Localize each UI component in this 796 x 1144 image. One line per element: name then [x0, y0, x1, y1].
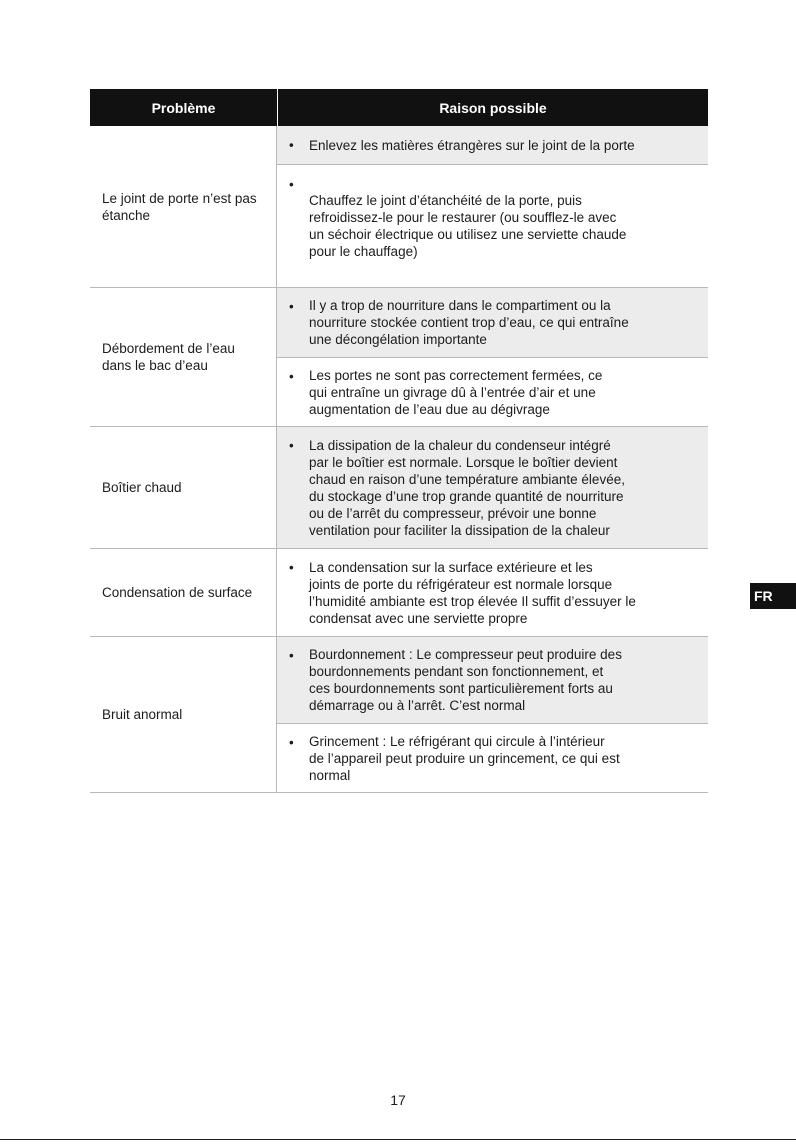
troubleshooting-table [90, 89, 708, 793]
reason-line: Enlevez les matières étrangères sur le joint de la porte [309, 137, 635, 153]
reason-line: ou de l’arrêt du compresseur, prévoir une bonne [309, 505, 597, 521]
reason-line: ventilation pour faciliter la dissipation de la chaleur [309, 522, 610, 538]
reason-line: pour le chauffage) [309, 244, 418, 259]
problem-cell: Débordement de l’eau dans le bac d’eau [90, 288, 277, 427]
bullet: • [289, 177, 294, 192]
page-number: 17 [390, 1092, 406, 1108]
reason-line: un séchoir électrique ou utilisez une serviette chaude [309, 227, 627, 242]
bullet: • [289, 438, 294, 453]
reason-line: bourdonnements pendant son fonctionnement, et [309, 664, 604, 679]
reason-line: La condensation sur la surface extérieure et les [309, 559, 593, 575]
header-reason: Raison possible [277, 89, 708, 126]
bullet: • [289, 369, 294, 384]
bullet: • [289, 137, 294, 153]
reasons-cell [277, 427, 708, 549]
bullet: • [289, 299, 294, 314]
reason-line: l’humidité ambiante est trop élevée Il suffit d’essuyer le [309, 593, 636, 609]
reason-line: Il y a trop de nourriture dans le compartiment ou la [309, 298, 611, 313]
reason-line: refroidissez-le pour le restaurer (ou soufflez-le avec [309, 210, 617, 225]
reason-line: augmentation de l’eau due au dégivrage [309, 401, 550, 417]
bullet: • [289, 560, 294, 575]
reason-item [277, 723, 708, 792]
reason-line: du stockage d’une trop grande quantité de nourriture [309, 488, 624, 504]
problem-cell: Condensation de surface [90, 549, 277, 637]
reason-item [277, 126, 708, 164]
reason-item [277, 637, 708, 723]
reason-line: normal [309, 767, 351, 783]
bottom-rule [0, 1139, 796, 1140]
reasons-cell [277, 288, 708, 427]
reasons-cell [277, 549, 708, 637]
bullet: • [289, 648, 294, 663]
reasons-cell [277, 126, 708, 288]
reason-line: par le boîtier est normale. Lorsque le boîtier devient [309, 454, 618, 470]
problem-cell: Boîtier chaud [90, 427, 277, 549]
reason-line: une décongélation importante [309, 332, 487, 347]
problem-cell: Bruit anormal [90, 637, 277, 793]
reason-line: de l’appareil peut produire un grincement, ce qui est [309, 750, 620, 766]
reason-line: condensat avec une serviette propre [309, 610, 528, 626]
reason-item [277, 164, 708, 287]
reason-line: joints de porte du réfrigérateur est normale lorsque [309, 576, 613, 592]
reason-line: La dissipation de la chaleur du condenseur intégré [309, 437, 611, 453]
reason-item [277, 549, 708, 636]
reason-item [277, 357, 708, 426]
reasons-cell [277, 637, 708, 793]
reason-item [277, 288, 708, 357]
reason-line: Bourdonnement : Le compresseur peut produire des [309, 647, 622, 662]
reason-line: Chauffez le joint d’étanchéité de la porte, puis [309, 193, 582, 208]
problem-cell: Le joint de porte n’est pas étanche [90, 126, 277, 288]
language-tab: FR [750, 583, 796, 609]
reason-line: Les portes ne sont pas correctement fermées, ce [309, 367, 603, 383]
reason-line: chaud en raison d’une température ambiante élevée, [309, 471, 625, 487]
header-problem: Problème [90, 89, 277, 126]
reason-line: ces bourdonnements sont particulièrement forts au [309, 681, 613, 696]
bullet: • [289, 735, 294, 750]
reason-line: Grincement : Le réfrigérant qui circule à l’intérieur [309, 733, 605, 749]
reason-line: nourriture stockée contient trop d’eau, ce qui entraîne [309, 315, 629, 330]
reason-item [277, 427, 708, 548]
reason-line: qui entraîne un givrage dû à l’entrée d’air et une [309, 384, 596, 400]
reason-line: démarrage ou à l’arrêt. C’est normal [309, 698, 526, 713]
